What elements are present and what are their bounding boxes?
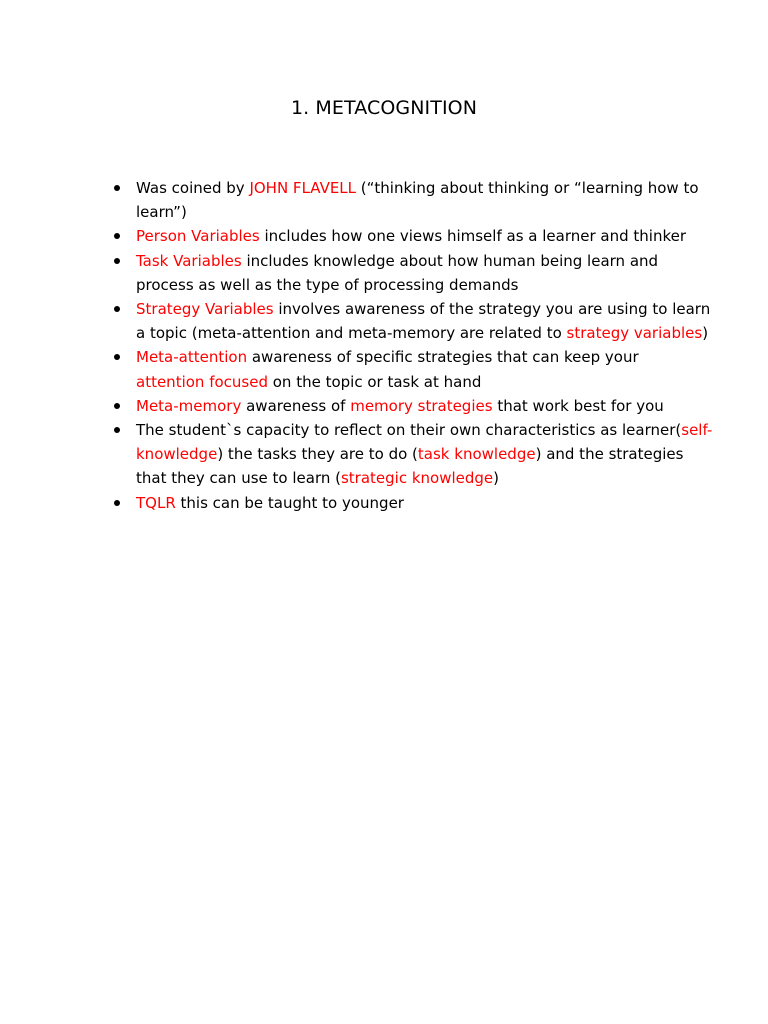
bullet-list [112,176,713,515]
list-item: The student`s capacity to reflect on their own characteristics as learner(self- knowledge) the tasks they are to do (task knowledge) and the strategies that they can use to learn (strategic knowledge) [112,418,678,491]
highlighted-term: Meta-attention [136,348,248,367]
highlighted-term: JOHN FLAVELL [249,179,357,197]
list-item: Meta-attention awareness of specific strategies that can keep your attention focused on the topic or task at hand [112,345,678,393]
list-item: Strategy Variables involves awareness of the strategy you are using to learn a topic (meta-attention and meta-memory are related to strategy variables) [112,297,678,345]
highlighted-term: task knowledge [417,445,536,464]
highlighted-term: Meta-memory [136,396,242,415]
bullet-icon [114,233,120,239]
highlighted-term: Strategy Variables [136,300,274,319]
list-item: Meta-memory awareness of memory strategies that work best for you [112,394,678,418]
bullet-icon [114,354,120,360]
highlighted-term: attention focused [136,372,268,391]
highlighted-term: self- [681,421,713,440]
bullet-icon [114,306,120,312]
bullet-icon [114,258,120,264]
list-item: TQLR this can be taught to younger [112,491,678,515]
bullet-icon [114,185,120,191]
list-item: Task Variables includes knowledge about how human being learn and process as well as the type of processing demands [112,249,678,297]
highlighted-term: strategy variables [566,324,703,343]
list-item: Was coined by JOHN FLAVELL (“thinking about thinking or “learning how to learn”) [112,176,678,224]
highlighted-term: Person Variables [136,227,260,246]
highlighted-term: memory strategies [350,396,493,415]
highlighted-term: knowledge [136,445,218,464]
list-item: Person Variables includes how one views himself as a learner and thinker [112,224,678,248]
highlighted-term: TQLR [136,493,176,512]
bullet-icon [114,403,120,409]
bullet-icon [114,500,120,506]
highlighted-term: strategic knowledge [340,469,494,488]
highlighted-term: Task Variables [136,251,242,270]
bullet-icon [114,427,120,433]
document-title: 1. METACOGNITION [290,97,478,119]
